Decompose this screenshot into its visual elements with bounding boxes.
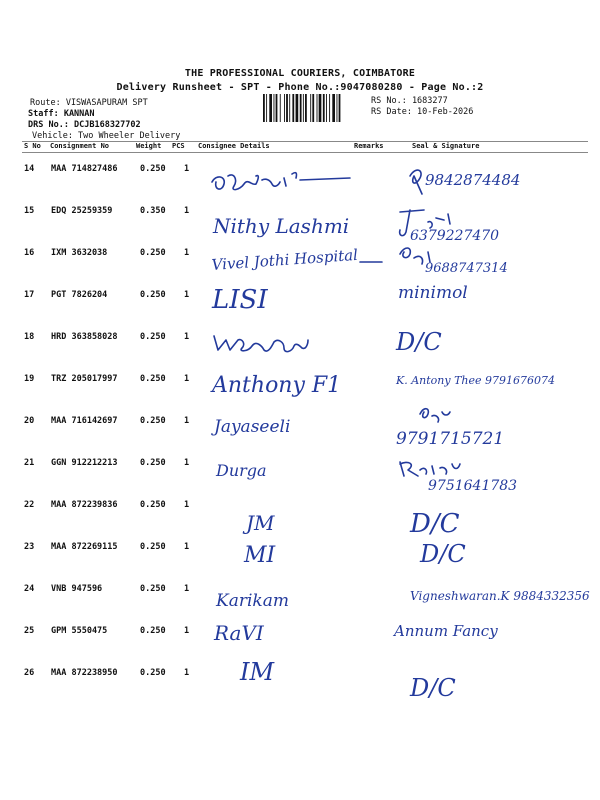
rs-number: RS No.: 1683277 (371, 96, 448, 106)
row-consignment: TRZ 205017997 (51, 374, 118, 384)
row-consignment: MAA 872239836 (51, 500, 118, 510)
seal-signature-scribble (420, 409, 450, 422)
row-weight: 0.250 (140, 626, 166, 636)
row-consignment: MAA 872238950 (51, 668, 118, 678)
col-consignment: Consignment No (50, 142, 110, 150)
row-consignment: HRD 363858028 (51, 332, 118, 342)
consignee-signature-scribble (212, 173, 350, 190)
consignee-name: Vivel Jothi Hospital (211, 245, 359, 274)
row-weight: 0.250 (140, 416, 166, 426)
seal-name: minimol (398, 283, 468, 303)
seal-signature-scribble (400, 462, 460, 476)
drs-label: DRS No.: DCJB168327702 (28, 120, 141, 130)
row-weight: 0.250 (140, 668, 166, 678)
consignee-name: LISI (212, 285, 268, 315)
company-title: THE PROFESSIONAL COURIERS, COIMBATORE (184, 68, 416, 79)
row-consignment: EDQ 25259359 (51, 206, 113, 216)
row-pcs: 1 (184, 500, 190, 510)
consignee-name: Jayaseeli (214, 417, 291, 437)
consignee-name: Karikam (216, 591, 289, 611)
seal-signature-scribble (410, 170, 422, 194)
row-pcs: 1 (184, 584, 190, 594)
row-pcs: 1 (184, 542, 190, 552)
row-sno: 22 (24, 500, 35, 510)
row-sno: 15 (24, 206, 35, 216)
consignee-name: Nithy Lashmi (213, 214, 350, 238)
seal-phone: 9688747314 (425, 261, 508, 276)
row-sno: 23 (24, 542, 35, 552)
row-pcs: 1 (184, 164, 190, 174)
seal-status: D/C (410, 509, 460, 539)
route-label: Route: VISWASAPURAM SPT (30, 98, 148, 108)
consignee-name: IM (240, 658, 275, 686)
row-pcs: 1 (184, 332, 190, 342)
consignee-name: Durga (216, 461, 267, 480)
row-pcs: 1 (184, 626, 190, 636)
row-weight: 0.250 (140, 374, 166, 384)
row-pcs: 1 (184, 458, 190, 468)
seal-status: D/C (396, 328, 442, 356)
row-sno: 17 (24, 290, 35, 300)
row-weight: 0.250 (140, 164, 166, 174)
row-weight: 0.250 (140, 248, 166, 258)
consignee-name: Anthony F1 (212, 373, 342, 398)
runsheet-subtitle: Delivery Runsheet - SPT - Phone No.:9047080280 - Page No.:2 (116, 82, 484, 93)
row-consignment: GGN 912212213 (51, 458, 118, 468)
row-consignment: IXM 3632038 (51, 248, 108, 258)
seal-name: Annum Fancy (394, 622, 498, 640)
col-remarks: Remarks (354, 142, 384, 150)
row-sno: 21 (24, 458, 35, 468)
consignee-name: JM (246, 511, 275, 535)
row-weight: 0.250 (140, 584, 166, 594)
row-pcs: 1 (184, 290, 190, 300)
seal-name-phone: Vigneshwaran.K 9884332356 (410, 589, 590, 603)
row-sno: 16 (24, 248, 35, 258)
row-sno: 26 (24, 668, 35, 678)
row-sno: 24 (24, 584, 35, 594)
consignee-name: RaVI (214, 621, 264, 645)
row-consignment: VNB 947596 (51, 584, 103, 594)
rs-date: RS Date: 10-Feb-2026 (371, 107, 474, 117)
seal-name-phone: K. Antony Thee 9791676074 (396, 374, 556, 387)
row-pcs: 1 (184, 416, 190, 426)
seal-phone: 6379227470 (410, 228, 500, 244)
consignee-name: MI (244, 543, 276, 568)
row-weight: 0.250 (140, 500, 166, 510)
col-sno: S No (24, 142, 41, 150)
row-weight: 0.250 (140, 290, 166, 300)
row-consignment: PGT 7826204 (51, 290, 108, 300)
col-consignee-details: Consignee Details (198, 142, 270, 150)
row-pcs: 1 (184, 668, 190, 678)
row-sno: 18 (24, 332, 35, 342)
row-consignment: MAA 714827486 (51, 164, 118, 174)
row-weight: 0.250 (140, 542, 166, 552)
row-weight: 0.250 (140, 332, 166, 342)
col-pcs: PCS (172, 142, 185, 150)
seal-status: D/C (420, 540, 466, 568)
row-consignment: GPM 5550475 (51, 626, 108, 636)
seal-phone: 9791715721 (396, 429, 505, 449)
vehicle-label: Vehicle: Two Wheeler Delivery (32, 131, 181, 141)
row-sno: 14 (24, 164, 35, 174)
row-consignment: MAA 716142697 (51, 416, 118, 426)
staff-label: Staff: KANNAN (28, 109, 95, 119)
row-consignment: MAA 872269115 (51, 542, 118, 552)
row-weight: 0.250 (140, 458, 166, 468)
row-sno: 19 (24, 374, 35, 384)
row-sno: 20 (24, 416, 35, 426)
row-pcs: 1 (184, 248, 190, 258)
row-pcs: 1 (184, 206, 190, 216)
row-sno: 25 (24, 626, 35, 636)
seal-phone: 9751641783 (428, 478, 518, 494)
col-weight: Weight (136, 142, 162, 150)
row-weight: 0.350 (140, 206, 166, 216)
seal-phone: 9842874484 (425, 171, 521, 189)
col-seal-signature: Seal & Signature (412, 142, 480, 150)
seal-status: D/C (410, 674, 456, 702)
row-pcs: 1 (184, 374, 190, 384)
consignee-signature-scribble (214, 336, 308, 352)
